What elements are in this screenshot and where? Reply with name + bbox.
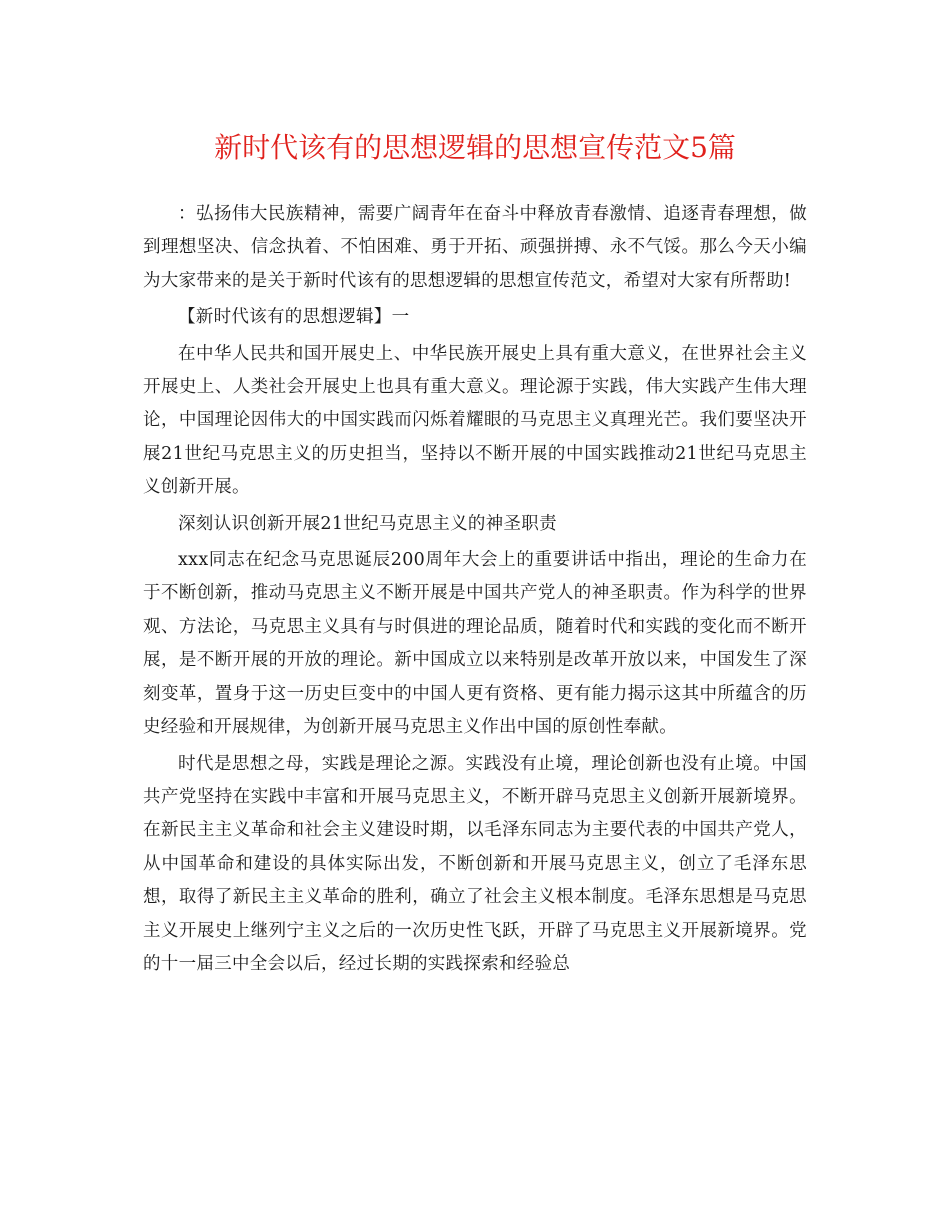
- intro-paragraph: ：弘扬伟大民族精神，需要广阔青年在奋斗中释放青春激情、追逐青春理想，做到理想坚决、信念执着、不怕困难、勇于开拓、顽强拼搏、永不气馁。那么今天小编为大家带来的是关于新时代该有的思想逻辑的思想宣传范文，希望对大家有所帮助!: [143, 204, 807, 291]
- section-heading: 【新时代该有的思想逻辑】一: [178, 307, 410, 328]
- body-paragraph: xxx同志在纪念马克思诞辰200周年大会上的重要讲话中指出，理论的生命力在于不断创新，推动马克思主义不断开展是中国共产党人的神圣职责。作为科学的世界观、方法论，马克思主义具有与时俱进的理论品质，随着时代和实践的变化而不断开展，是不断开展的开放的理论。新中国成立以来特别是改革开放以来，中国发生了深刻变革，置身于这一历史巨变中的中国人更有资格、更有能力揭示这其中所蕴含的历史经验和开展规律，为创新开展马克思主义作出中国的原创性奉献。: [143, 550, 807, 738]
- body-paragraph: 在中华人民共和国开展史上、中华民族开展史上具有重大意义，在世界社会主义开展史上、人类社会开展史上也具有重大意义。理论源于实践，伟大实践产生伟大理论，中国理论因伟大的中国实践而闪烁着耀眼的马克思主义真理光芒。我们要坚决开展21世纪马克思主义的历史担当，坚持以不断开展的中国实践推动21世纪马克思主义创新开展。: [143, 343, 807, 498]
- document-body: [143, 198, 807, 984]
- subsection-heading: 深刻认识创新开展21世纪马克思主义的神圣职责: [178, 513, 557, 534]
- body-paragraph: 时代是思想之母，实践是理论之源。实践没有止境，理论创新也没有止境。中国共产党坚持在实践中丰富和开展马克思主义，不断开辟马克思主义创新开展新境界。在新民主主义革命和社会主义建设时期，以毛泽东同志为主要代表的中国共产党人，从中国革命和建设的具体实际出发，不断创新和开展马克思主义，创立了毛泽东思想，取得了新民主主义革命的胜利，确立了社会主义根本制度。毛泽东思想是马克思主义开展史上继列宁主义之后的一次历史性飞跃，开辟了马克思主义开展新境界。党的十一届三中全会以后，经过长期的实践探索和经验总: [143, 753, 807, 974]
- document-title: 新时代该有的思想逻辑的思想宣传范文5篇: [214, 131, 736, 164]
